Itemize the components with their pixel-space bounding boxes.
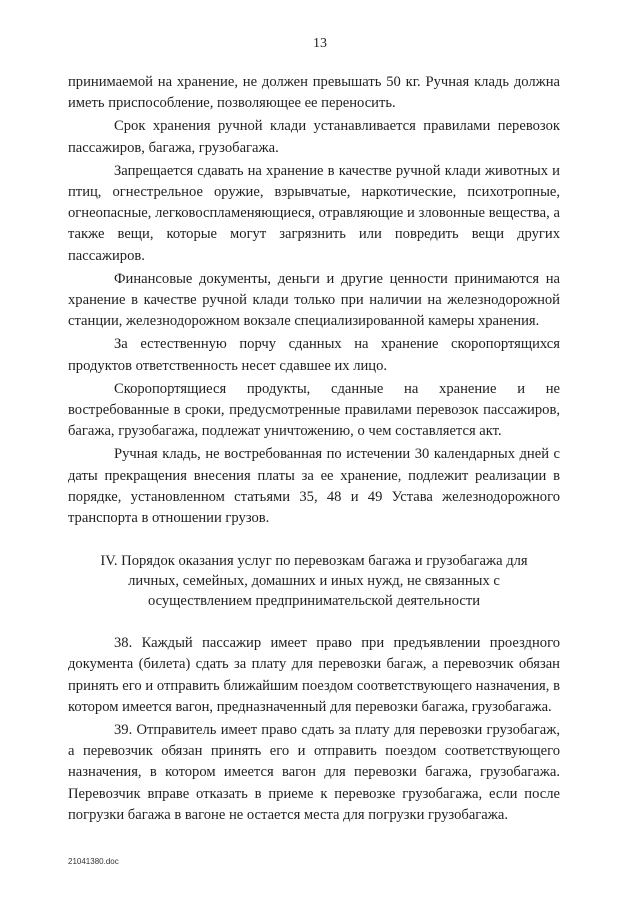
paragraph: принимаемой на хранение, не должен превышать 50 кг. Ручная кладь должна иметь приспособление, позволяющее ее переносить. xyxy=(68,74,560,112)
paragraph: Срок хранения ручной клади устанавливается правилами перевозок пассажиров, багажа, грузобагажа. xyxy=(68,118,560,156)
paragraph: За естественную порчу сданных на хранение скоропортящихся продуктов ответственность несет сдавшее их лицо. xyxy=(68,336,560,374)
document-body xyxy=(68,72,560,826)
paragraph: Финансовые документы, деньги и другие ценности принимаются на хранение в качестве ручной клади только при наличии на железнодорожной станции, железнодорожном вокзале специализированной камеры хранения. xyxy=(68,270,560,330)
paragraph-item-38: 38. Каждый пассажир имеет право при предъявлении проездного документа (билета) сдать за плату для перевозки багаж, а перевозчик обязан принять его и отправить ближайшим поездом соответствующего назначения, в котором имеется вагон, предназначенный для перевозки багажа, грузобагажа. xyxy=(68,635,560,715)
page-number: 13 xyxy=(313,36,327,51)
section-heading: IV. Порядок оказания услуг по перевозкам багажа и грузобагажа для личных, семейных, домашних и иных нужд, не связанных с осуществлением предпринимательской деятельности xyxy=(100,553,528,610)
paragraph: Ручная кладь, не востребованная по истечении 30 календарных дней с даты прекращения внесения платы за ее хранение, подлежит реализации в порядке, установленном статьями 35, 48 и 49 Устава железнодорожного транспорта в отношении грузов. xyxy=(68,446,560,527)
paragraph-item-39: 39. Отправитель имеет право сдать за плату для перевозки грузобагаж, а перевозчик обязан принять его и отправить поездом соответствующего назначения, в котором имеется вагон для перевозки багажа, грузобагажа. Перевозчик вправе отказать в приеме к перевозке грузобагажа, если после погрузки багажа в вагоне не остается места для погрузки грузобагажа. xyxy=(68,722,560,823)
paragraph: Запрещается сдавать на хранение в качестве ручной клади животных и птиц, огнестрельное оружие, взрывчатые, наркотические, психотропные, огнеопасные, легковоспламеняющиеся, отравляющие и зловонные вещества, а также вещи, которые могут загрязнить или повредить вещи других пассажиров. xyxy=(68,162,560,264)
paragraph: Скоропортящиеся продукты, сданные на хранение и не востребованные в сроки, предусмотренные правилами перевозок пассажиров, багажа, грузобагажа, подлежат уничтожению, о чем составляется акт. xyxy=(68,380,560,440)
footer-filename: 21041380.doc xyxy=(68,857,119,866)
